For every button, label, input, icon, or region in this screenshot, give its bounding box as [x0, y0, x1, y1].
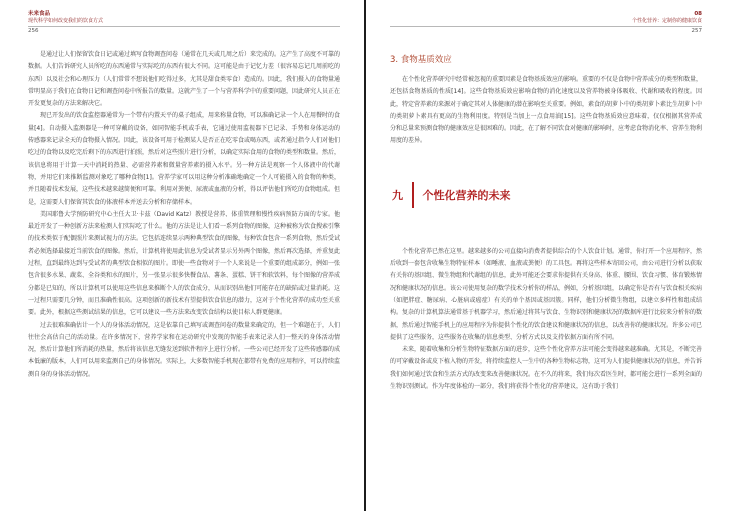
header-rule [390, 26, 702, 27]
chapter-divider [412, 182, 414, 208]
book-title: 未来食品 [28, 11, 51, 17]
chapter-body-text [390, 246, 702, 394]
left-paragraph-4: 过去很难准确估计一个人的身体活动情况，这是依靠自己填写或调查问卷的数量来确定的，但一个难题在于，人们往往会高估自己的活动量。在许多情况下，营养学家和在运动研究中发现的智能手表来记录人们一整天的身体活动情况，然后计算他们所消耗的热量，然后将该信息无缝发送到软件程序上进行分析。一些公司已经开发了这些传感器的成本低廉的版本，人们可以用来监测自己的身体情况。实际上，大多数智能手机现在都带有免费的应用程序，可以持续监测自身的身体活动情况。 [28, 321, 341, 378]
header-rule [28, 26, 340, 27]
left-paragraph-3: 美国耶鲁大学预防研究中心主任大卫·卡兹（David Katz）教授是营养、体重管理和慢性疾病预防方面的专家。他最近开发了一种创新方法来检测人们实际吃了什么。他的方法是让人们看一系列食物的图像，这种被称为饮食搜索引擎的技术类似于配偶照片来测试视力的方法。它包括连续显示两种典型饮食的图像，每种饮食包含一系列食物，然后受试者必须选择最接近当前饮食的图像。然后，计算机将使用此信息为受试者显示另外两个图像，然后再次选择，并重复此过程，直到最终达到与受试者的典型饮食相似的图片。即使一些食物对于一个人来说是一个重要的组成部分，例如一张包含很多水果、蔬菜、全谷类和水的图片，另一张显示很多快餐食品、薯条、蛋糕、饼干和软饮料，每个图像的营养成分都是已知的，所以计算机可以使用这些信息来推断个人的饮食成分，从而识别出他们可能存在的缺陷或过量消耗。这一过程只需要几分钟，而且准确性很高。这项创新的新技术有望提供饮食信息的潜力，这对于个性化营养的成功至关重要。此外，根据这些测试结果的信息，它可以建议一些方法来改变饮食结构以使目标人群更健康。 [28, 210, 341, 317]
book-subtitle: 现代科学如何改变我们的饮食方式 [28, 18, 104, 24]
chapter-header-number: 08 [694, 11, 702, 17]
section-paragraph-1: 在个性化营养研究中经常被忽视的重要因素是食物基质效应的影响。重要的不仅是食物中营养成分的类型和数量，还包括食物基质的性质[14]。这些食物基质效应影响食物的消化速度以及营养物被身体吸收、代谢和吸收的程度。因此，特定营养素的来源对于确定其对人体健康的潜在影响至关重要。例如，素食的胡萝卜中的类胡萝卜素比生胡萝卜中的类胡萝卜素具有更高的生物利用度。特别是当加上一点食用油[15]。这些食物基质效应意味着，仅仅根据其营养成分和总量来预测食物的健康效应是很困难的。因此，在了解不同饮食对健康的影响时，应考虑食物消化率、营养生物利用度的差异。 [390, 76, 703, 145]
section-body-text [390, 74, 702, 148]
chapter-paragraph-1: 个性化营养已然在这里。越来越多的公司直接向消费者提供综合的个人饮食计划。通常，你打开一个应用程序，然后收到一套包含收集生物特征样本（如唾液、血液或粪便）的工具包。再将这些样本寄回公司，由公司进行分析以获取有关你的基因组、微生物组和代谢组的信息，此外可能还会要求你提供有关身高、体重、腰围、饮食习惯、体育锻炼情况和健康状况的信息。该公司使用复杂的数学技术分析你的样品，例如，分析基因组，以确定你是否有与饮食相关疾病（如肥胖症、糖尿病、心脏病或癌症）有关的单个基因或基因簇。同样，他们分析微生物组，以建立多样性和组成结构。复杂的计算机算法通常基于机器学习，然后通过将其与饮食、生物识别和健康状况的数据库进行比较来分析你的数据，然后通过智能手机上的应用程序为你提供个性化的饮食建议和健康状况的信息，以改善你的健康状况。许多公司已提供了这些服务，这些服务在收集的信息类型、分析方式以及支持依据方面有所不同。 [390, 247, 703, 341]
chapter-heading [392, 182, 702, 208]
chapter-header-subtitle: 个性化营养：定制你的健康饮食 [631, 18, 702, 24]
chapter-title: 个性化营养的未来 [422, 188, 511, 202]
right-page [366, 0, 730, 511]
left-paragraph-2: 现已开发出的饮食监控器通常为一个带有内置天平的桌子组成，用来称量食物，可以准确记录一个人在用餐时的食量[4]。自动摄入监测器是一种可穿戴的设备，如同智能手机或手表，它通过使用监视器下已记录、手势和身体运动的传感器来记录全天的食物摄入情况。因此，该设备可用于检测某人是否正在吃零食或喝东西，或者通过指令人们对他们吃过的食物以及吃完后剩下的东西进行拍照，然后对这些照片进行分析，以确定实际食用的食物的类型和数量。然后，该信息将用于计算一天中消耗的热量、必需营养素和微量营养素的摄入水平。另一种方法是观察一个人体液中的代谢物，并用它们来推断监测对象吃了哪种食物[1]。营养学家可以用这种分析准确地确定一个人可能摄入的食物的种类，并且随着技术发展，这些技术越来越简便和可靠。利用对粪便、尿液或血液的分析，得以评估他们所吃的食物组成。但是，这需要人们保留其饮食的体液样本并送去分析和存储样本。 [28, 112, 341, 206]
section-heading: 3. 食物基质效应 [390, 55, 452, 65]
left-body-text [28, 49, 340, 381]
left-page-number: 256 [28, 28, 39, 34]
left-paragraph-1: 是通过让人们保留饮食日记或通过填写食物调查问卷（通常在几天或几周之后）来完成的。这产生了高度不可靠的数据。人们告诉研究人员所吃的东西通常与实际吃的东西有很大不同。这可能是由于记忆力差（很容易忘记几周前吃的东西）以及社会和心理压力（人们常常不想说他们吃得过多，尤其是甜食类零食）造成的。因此，我们摄入的食物量通常明显高于我们在食物日记和调查问卷中所报告的数量。这就产生了一个与营养科学中的重要问题，因此研究人员正在开发更复杂的方法来解决它。 [28, 51, 341, 108]
chapter-number: 九 [392, 188, 403, 202]
chapter-paragraph-2: 未来，随着收集和分析生物特征数据方面的进步，这些个性化营养方法可能会变得越来越准确。尤其是，不断完善的可穿戴设备或皮下植入物的开发，将持续监控人一生中的各种生物标志物，这可为人们提供健康状况的信息，并告诉我们如何通过饮食和生活方式的改变来改善健康状况。在不久的将来，我们每次看医生时，都可能会进行一系列全面的生物识别测试。作为年度体检的一部分，我们将获得个性化的营养建议，这有助于我们 [390, 346, 703, 391]
right-page-number: 257 [691, 28, 702, 34]
left-page [0, 0, 364, 511]
